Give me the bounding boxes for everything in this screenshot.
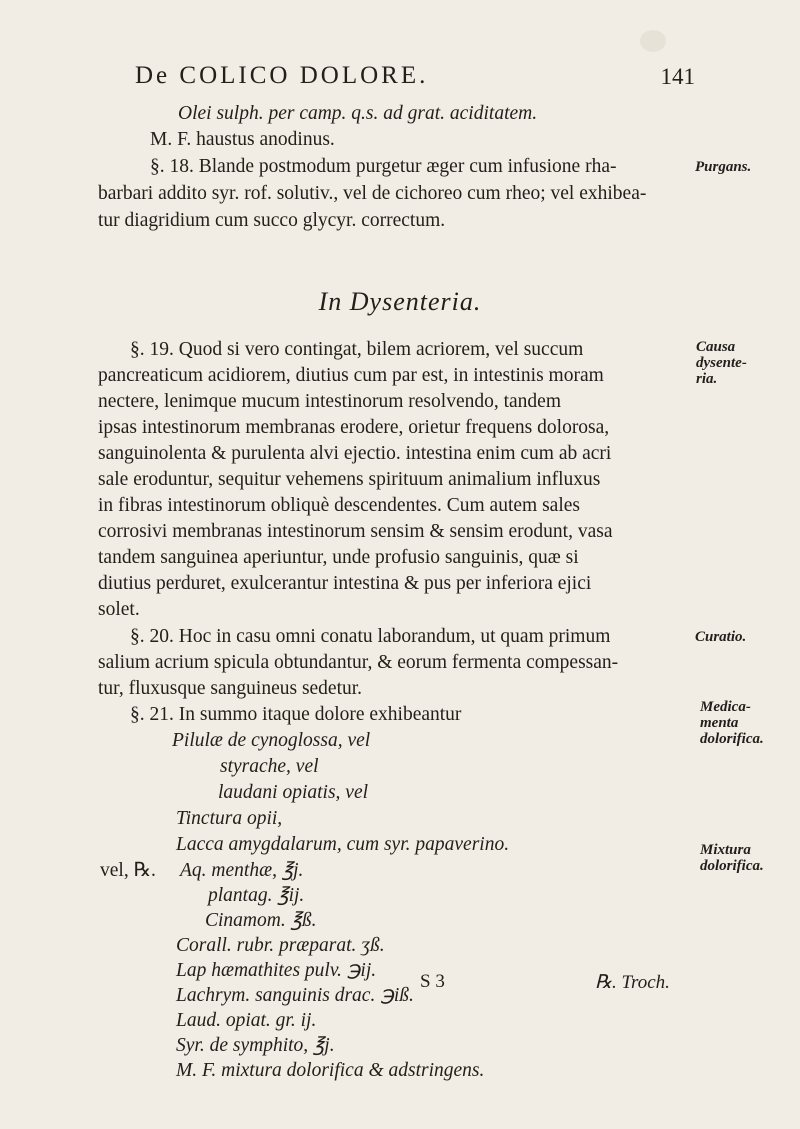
recipe-line: plantag. ℥ij. [208,885,305,906]
text-line: sale eroduntur, sequitur vehemens spirituum animalium influxus [98,469,601,490]
recipe-line: Lap hæmathites pulv. ℈ij. [176,960,377,981]
text-line: tur, fluxusque sanguineus sedetur. [98,678,363,699]
margin-note-curatio: Curatio. [695,629,747,645]
section-heading: In Dysenteria. [318,287,482,316]
recipe-prefix: vel, ℞. [100,860,156,881]
recipe-line: Corall. rubr. præparat. ʒß. [176,935,385,956]
text-line: in fibras intestinorum obliquè descendentes. Cum autem sales [98,495,580,516]
remedy-line: Tinctura opii, [176,808,283,829]
text-line: §. 21. In summo itaque dolore exhibeantur [130,704,462,725]
recipe-line: M. F. mixtura dolorifica & adstringens. [176,1060,485,1081]
margin-note-line: dysente- [696,354,747,371]
text-line: solet. [98,599,140,620]
text-line: §. 19. Quod si vero contingat, bilem acriorem, vel succum [130,339,584,360]
margin-note-medicamenta [700,700,764,747]
catchword: ℞. Troch. [595,972,670,993]
recipe-line: Cinamom. ℥ß. [205,910,317,931]
margin-note-purgans: Purgans. [695,159,752,175]
text-line: M. F. haustus anodinus. [150,129,335,150]
recipe-line: Lachrym. sanguinis drac. ℈iß. [176,985,414,1006]
margin-note-line: dolorifica. [700,857,764,874]
running-title: De COLICO DOLORE. [135,62,429,89]
text-line: salium acrium spicula obtundantur, & eorum fermenta compessan- [98,652,619,673]
text-line: §. 20. Hoc in casu omni conatu laborandum, ut quam primum [130,626,611,647]
margin-note-mixtura [700,843,764,875]
recipe-line: Aq. menthæ, ℥j. [180,860,304,881]
page-number: 141 [660,64,695,89]
remedy-line: styrache, vel [220,756,319,777]
paper-stain [640,30,666,52]
recipe-line: Syr. de symphito, ℥j. [176,1035,335,1056]
text-line: ipsas intestinorum membranas erodere, orietur frequens dolorosa, [98,417,610,438]
remedy-line: Pilulæ de cynoglossa, vel [172,730,371,751]
running-header [135,62,695,102]
margin-note-line: Causa [696,339,736,355]
signature-mark: S 3 [420,971,445,992]
text-line: tur diagridium cum succo glycyr. correctum. [98,210,446,231]
margin-note-line: ria. [696,370,718,387]
text-line: Olei sulph. per camp. q.s. ad grat. aciditatem. [178,103,538,124]
text-line: diutius perduret, exulcerantur intestina & pus per inferiora ejici [98,573,592,594]
text-line: nectere, lenimque mucum intestinorum resolvendo, tandem [98,391,561,412]
text-line: corrosivi membranas intestinorum sensim & sensim erodunt, vasa [98,521,613,542]
margin-note-causa [696,340,747,387]
text-line: tandem sanguinea aperiuntur, unde profusio sanguinis, quæ si [98,547,579,568]
text-line: §. 18. Blande postmodum purgetur æger cum infusione rha- [150,156,617,177]
remedy-line: laudani opiatis, vel [218,782,369,803]
margin-note-line: menta [700,714,739,731]
margin-note-line: dolorifica. [700,730,764,747]
text-line: pancreaticum acidiorem, diutius cum par est, in intestinis moram [98,365,604,386]
text-line: barbari addito syr. rof. solutiv., vel de cichoreo cum rheo; vel exhibea- [98,183,647,204]
recipe-line: Laud. opiat. gr. ij. [176,1010,317,1031]
text-line: sanguinolenta & purulenta alvi ejectio. intestina enim cum ab acri [98,443,612,464]
margin-note-line: Mixtura [700,842,751,858]
margin-note-line: Medica- [700,699,751,715]
remedy-line: Lacca amygdalarum, cum syr. papaverino. [176,834,510,855]
